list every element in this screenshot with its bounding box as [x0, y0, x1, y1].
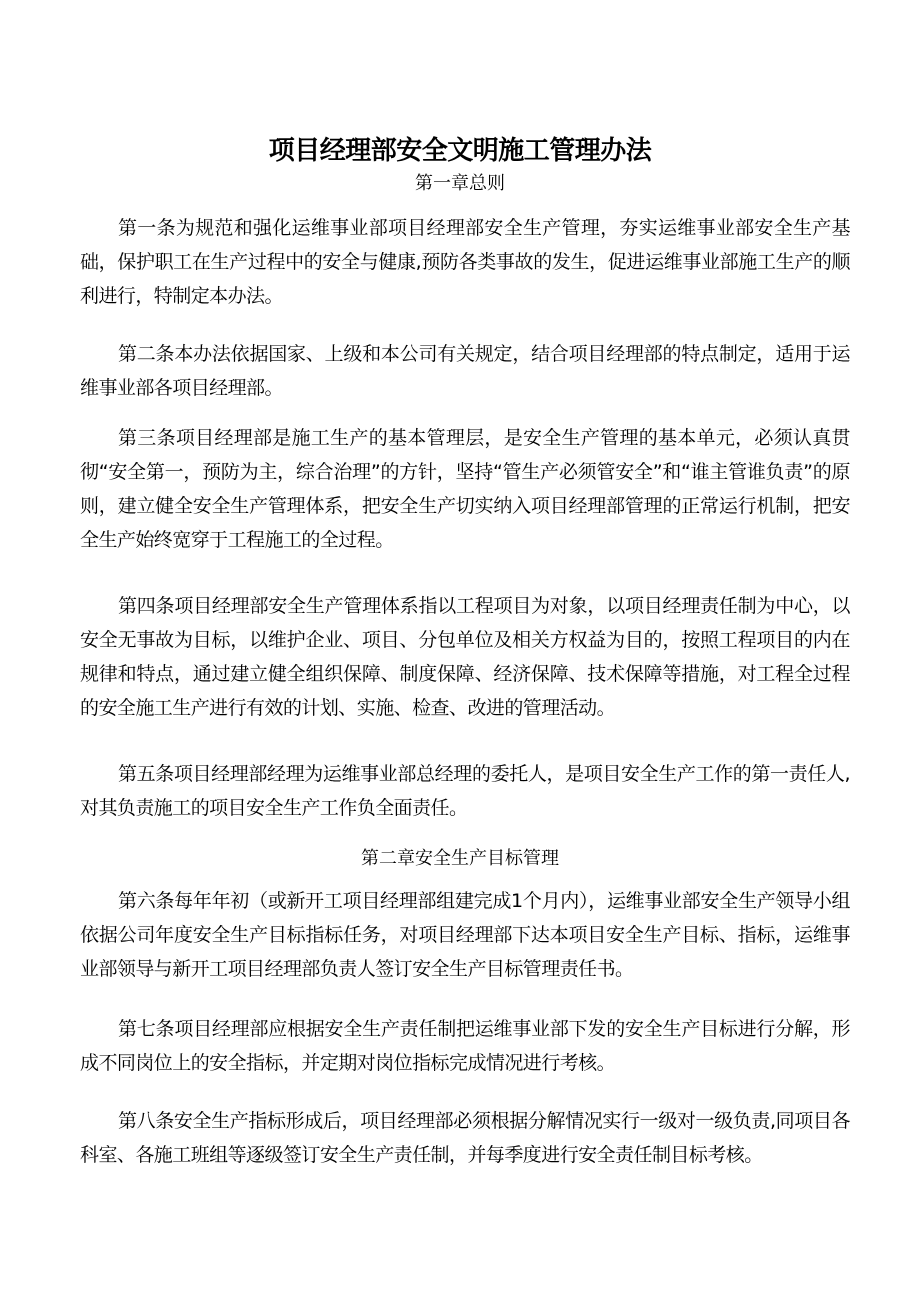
article-4: 第四条项目经理部安全生产管理体系指以工程项目为对象，以项目经理责任制为中心，以安全无事故为目标，以维护企业、项目、分包单位及相关方权益为目的，按照工程项目的内在规律和特点，通过建立健全组织保障、制度保障、经济保障、技术保障等措施，对工程全过程的安全施工生产进行有效的计划、实施、检查、改进的管理活动。 — [80, 595, 850, 719]
article-2: 第二条本办法依据国家、上级和本公司有关规定，结合项目经理部的特点制定，适用于运维事业部各项目经理部。 — [80, 343, 850, 399]
document-title: 项目经理部安全文明施工管理办法 — [268, 136, 652, 167]
article-1: 第一条为规范和强化运维事业部项目经理部安全生产管理，夯实运维事业部安全生产基础，保护职工在生产过程中的安全与健康,预防各类事故的发生，促进运维事业部施工生产的顺利进行，特制定本办法。 — [80, 217, 850, 307]
chapter-1-heading: 第一章总则 — [415, 173, 505, 194]
chapter-2-heading: 第二章安全生产目标管理 — [361, 848, 559, 869]
article-5: 第五条项目经理部经理为运维事业部总经理的委托人，是项目安全生产工作的第一责任人,对其负责施工的项目安全生产工作负全面责任。 — [80, 763, 850, 819]
article-8: 第八条安全生产指标形成后，项目经理部必须根据分解情况实行一级对一级负责,同项目各科室、各施工班组等逐级签订安全生产责任制，并每季度进行安全责任制目标考核。 — [80, 1110, 850, 1166]
article-3: 第三条项目经理部是施工生产的基本管理层，是安全生产管理的基本单元，必须认真贯彻“安全第一，预防为主，综合治理”的方针，坚持“管生产必须管安全”和“谁主管谁负责”的原则，建立健全安全生产管理体系，把安全生产切实纳入项目经理部管理的正常运行机制，把安全生产始终宽穿于工程施工的全过程。 — [80, 427, 850, 551]
article-7: 第七条项目经理部应根据安全生产责任制把运维事业部下发的安全生产目标进行分解，形成不同岗位上的安全指标，并定期对岗位指标完成情况进行考核。 — [80, 1018, 850, 1074]
article-6: 第六条每年年初（或新开工项目经理部组建完成1个月内），运维事业部安全生产领导小组依据公司年度安全生产目标指标任务，对项目经理部下达本项目安全生产目标、指标，运维事业部领导与新开工项目经理部负责人签订安全生产目标管理责任书。 — [80, 890, 850, 980]
